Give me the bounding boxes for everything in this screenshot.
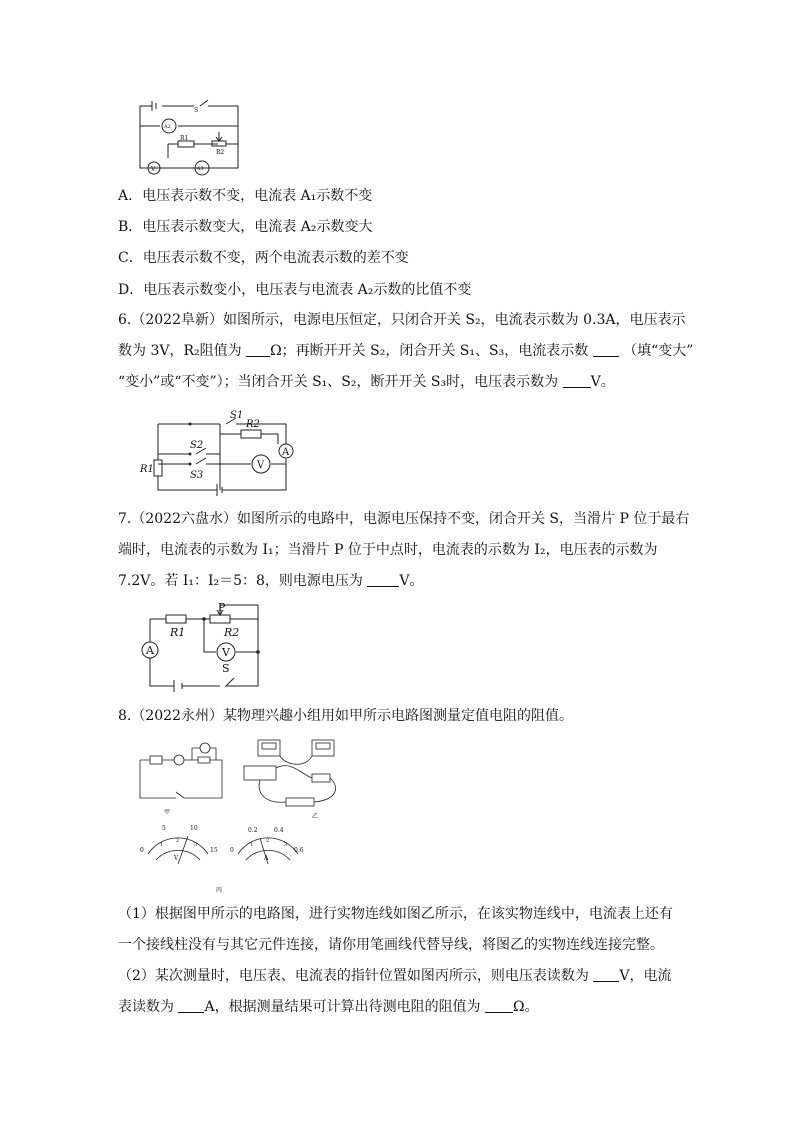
ammeter-label: A: [282, 447, 290, 458]
q6-answer-blank-2[interactable]: [593, 342, 619, 357]
resistor-r2-label: R2: [224, 626, 240, 639]
circuit-figure-q5: [138, 98, 242, 178]
ammeter-inner-tick-label: 1: [250, 842, 254, 848]
voltmeter-tick-label: 0: [140, 847, 144, 854]
q6-text: （填“变大”: [623, 343, 694, 359]
switch-s1-label: S1: [230, 410, 244, 421]
q8-part1-line2: 一个接线柱没有与其它元件连接，请你用笔画线代替导线，将图乙的实物连线连接完整。: [118, 937, 664, 953]
q7-line1: 7.（2022六盘水）如图所示的电路中，电源电压保持不变，闭合开关 S，当滑片 P 位于最右: [118, 511, 690, 527]
option-c: C．电压表示数不变，两个电流表示数的差不变: [118, 250, 409, 266]
q7-text: V。: [399, 573, 424, 589]
switch-s2-label: S2: [190, 440, 204, 451]
ammeter-a1-label: A1: [197, 166, 204, 172]
voltmeter-tick-label: 10: [190, 825, 198, 832]
experiment-figure-q8: [136, 738, 356, 894]
ammeter-tick-label: 0.2: [248, 827, 258, 834]
voltmeter-inner-tick-label: 3: [194, 842, 198, 848]
voltmeter-unit-label: V: [174, 855, 179, 862]
q6-answer-blank-1[interactable]: [246, 342, 270, 357]
q8-answer-blank-3[interactable]: [485, 998, 513, 1013]
voltmeter-tick-label: 5: [162, 825, 166, 832]
resistor-r1-label: R1: [180, 135, 189, 142]
q8-answer-blank-1[interactable]: [593, 967, 619, 982]
q8-text: （2）某次测量时，电压表、电流表的指针位置如图丙所示，则电压表读数为: [118, 968, 589, 984]
q6-text: 数为 3V，R₂阻值为: [118, 343, 242, 359]
resistor-r1-label: R1: [170, 626, 186, 639]
figure-yi-label: 乙: [312, 813, 319, 820]
figure-bing-label: 丙: [216, 887, 223, 894]
q6-answer-blank-3[interactable]: [563, 373, 591, 388]
q6-line1: 6.（2022阜新）如图所示，电源电压恒定，只闭合开关 S₂，电流表示数为 0.3A，电压表示: [118, 312, 686, 328]
ammeter-tick-label: 0.6: [294, 847, 304, 854]
q6-line2: [118, 341, 693, 361]
q7-line2: 端时，电流表的示数为 I₁；当滑片 P 位于中点时，电流表的示数为 I₂，电压表的示数为: [118, 542, 658, 558]
voltmeter-inner-tick-label: 2: [176, 838, 180, 844]
q6-text: “变小”或“不变”）；当闭合开关 S₁、S₂，断开开关 S₃时，电压表示数为: [118, 374, 559, 390]
voltmeter-label: V: [151, 166, 156, 173]
circuit-figure-q7: [138, 600, 268, 696]
q8-answer-blank-2[interactable]: [178, 998, 204, 1013]
ammeter-inner-tick-label: 3: [284, 842, 288, 848]
switch-s3-label: S3: [190, 470, 204, 481]
option-a: A．电压表示数不变，电流表 A₁示数不变: [118, 188, 373, 204]
q6-text: V。: [590, 374, 615, 390]
ammeter-a2-label: A2: [164, 124, 171, 130]
q8-text: 表读数为: [118, 999, 174, 1015]
q8-text: Ω。: [513, 999, 539, 1015]
resistor-r2-label: R2: [246, 419, 260, 430]
ammeter-tick-label: 0: [230, 847, 234, 854]
circuit-figure-q6: [138, 404, 298, 496]
slider-p-label: P: [218, 601, 226, 614]
q7-answer-blank[interactable]: [367, 572, 399, 587]
q6-text: Ω；再断开开关 S₂，闭合开关 S₁、S₃，电流表示数: [270, 343, 589, 359]
switch-label: S: [194, 107, 199, 114]
option-d: D．电压表示数变小，电压表与电流表 A₂示数的比值不变: [118, 282, 472, 298]
resistor-r2-label: R2: [216, 149, 225, 156]
ammeter-tick-label: 0.4: [274, 827, 284, 834]
q8-part1-line1: （1）根据图甲所示的电路图，进行实物连线如图乙所示，在该实物连线中，电流表上还有: [118, 906, 673, 922]
ammeter-label: A: [146, 644, 154, 657]
ammeter-inner-tick-label: 2: [266, 838, 270, 844]
option-b: B．电压表示数变大，电流表 A₂示数变大: [118, 219, 373, 235]
voltmeter-label: V: [222, 646, 230, 659]
ammeter-unit-label: A: [264, 855, 269, 862]
q8-line1: 8.（2022永州）某物理兴趣小组用如甲所示电路图测量定值电阻的阻值。: [118, 708, 573, 724]
q6-line3: [118, 372, 615, 392]
voltmeter-inner-tick-label: 1: [160, 842, 164, 848]
switch-label: S: [222, 662, 230, 675]
q8-part2-line2: [118, 997, 539, 1017]
q8-text: V，电流: [619, 968, 672, 984]
figure-jia-label: 甲: [164, 809, 171, 816]
q7-text: 7.2V。若 I₁：I₂＝5：8，则电源电压为: [118, 573, 363, 589]
q7-line3: [118, 571, 424, 591]
voltmeter-label: V: [257, 460, 265, 471]
q8-part2-line1: [118, 966, 671, 986]
q8-text: A，根据测量结果可计算出待测电阻的阻值为: [204, 999, 481, 1015]
voltmeter-tick-label: 15: [210, 847, 218, 854]
resistor-r1-label: R1: [140, 464, 154, 475]
